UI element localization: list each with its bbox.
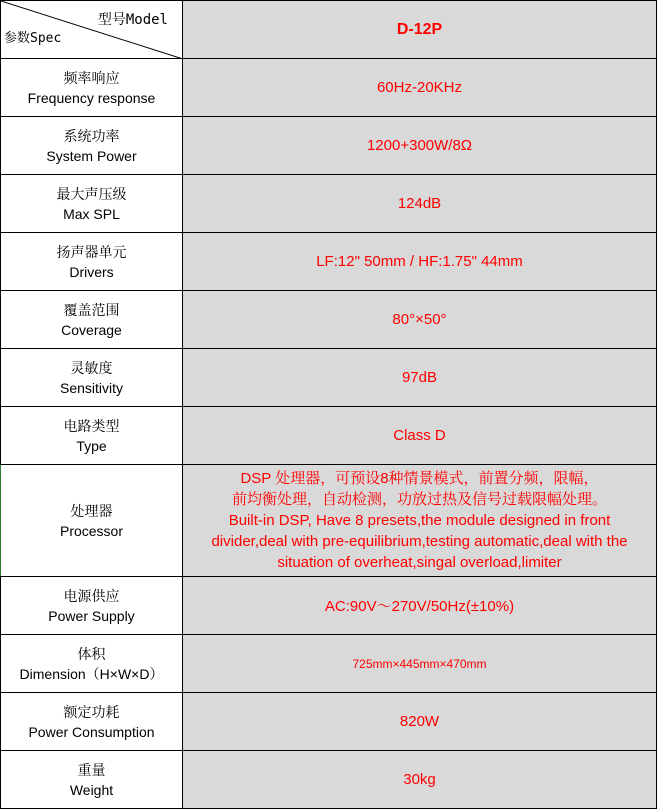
spec-row-coverage (1, 291, 657, 349)
row-label (1, 291, 183, 349)
row-label (1, 751, 183, 809)
row-label-en: Type (76, 437, 107, 454)
row-label-cn: 灵敏度 (70, 359, 113, 376)
spec-row-dimension (1, 635, 657, 693)
row-label-cn: 扬声器单元 (56, 243, 127, 260)
row-value: AC:90V～270V/50Hz(±10%) (183, 577, 657, 635)
row-value: 80°×50° (183, 291, 657, 349)
row-value: 1200+300W/8Ω (183, 117, 657, 175)
row-value: 30kg (183, 751, 657, 809)
row-value: Class D (183, 407, 657, 465)
processor-line: DSP 处理器，可预设8种情景模式，前置分频，限幅， (240, 470, 599, 487)
spec-row-system-power (1, 117, 657, 175)
processor-line: 前均衡处理，自动检测，功放过热及信号过载限幅处理。 (231, 491, 607, 508)
row-value: 97dB (183, 349, 657, 407)
processor-line: divider,deal with pre-equilibrium,testing automatic,deal with the (211, 533, 628, 550)
row-label (1, 465, 183, 577)
row-value: 820W (183, 693, 657, 751)
row-label (1, 577, 183, 635)
row-label (1, 59, 183, 117)
row-label-cn: 电源供应 (63, 587, 120, 604)
row-label (1, 175, 183, 233)
row-label (1, 349, 183, 407)
row-label-en: Processor (59, 522, 124, 539)
row-label-cn: 额定功耗 (63, 703, 120, 720)
model-header-label: 型号Model (97, 12, 168, 28)
processor-description (183, 465, 657, 577)
row-label-en: Power Supply (48, 607, 135, 624)
spec-row-power-consumption (1, 693, 657, 751)
row-value: 60Hz-20KHz (183, 59, 657, 117)
row-label-en: Coverage (61, 321, 122, 338)
row-label-en: Weight (69, 781, 114, 798)
spec-row-frequency-response (1, 59, 657, 117)
row-label-en: Max SPL (63, 205, 120, 222)
row-value: 124dB (183, 175, 657, 233)
row-label-cn: 系统功率 (63, 127, 120, 144)
row-label-cn: 频率响应 (63, 69, 120, 86)
processor-line: situation of overheat,singal overload,limiter (277, 554, 562, 571)
row-label-en: Power Consumption (28, 723, 155, 740)
row-label-cn: 最大声压级 (56, 185, 127, 202)
row-label (1, 635, 183, 693)
spec-row-drivers (1, 233, 657, 291)
spec-row-weight (1, 751, 657, 809)
row-label-en: Frequency response (27, 89, 156, 106)
spec-row-max-spl (1, 175, 657, 233)
model-value: D-12P (183, 1, 657, 59)
row-label-cn: 体积 (77, 645, 106, 662)
row-value: LF:12" 50mm / HF:1.75" 44mm (183, 233, 657, 291)
row-label (1, 407, 183, 465)
row-label-en: Drivers (69, 263, 114, 280)
spec-header-label: 参数Spec (4, 31, 62, 46)
header-corner-cell (1, 1, 183, 59)
row-label-cn: 重量 (77, 761, 106, 778)
row-value: 725mm×445mm×470mm (183, 635, 657, 693)
row-label (1, 693, 183, 751)
spec-row-processor (1, 465, 657, 577)
row-label-en: Sensitivity (59, 379, 124, 396)
row-label-en: System Power (46, 147, 137, 164)
spec-row-sensitivity (1, 349, 657, 407)
spec-row-power-supply (1, 577, 657, 635)
row-label (1, 117, 183, 175)
header-row (1, 1, 657, 59)
processor-line: Built-in DSP, Have 8 presets,the module designed in front (228, 512, 611, 529)
row-label-en: Dimension（H×W×D） (19, 665, 164, 682)
spec-row-type (1, 407, 657, 465)
row-label-cn: 处理器 (70, 502, 113, 519)
row-label-cn: 覆盖范围 (63, 301, 120, 318)
row-label (1, 233, 183, 291)
row-label-cn: 电路类型 (63, 417, 120, 434)
